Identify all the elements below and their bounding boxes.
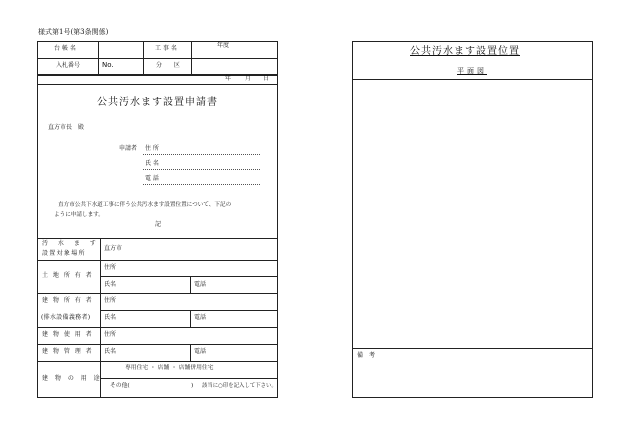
fiscal-year-label: 年度: [217, 42, 230, 49]
applicant-name-label: 氏 名: [145, 160, 159, 167]
building-use-label: 建 物 の 用 途: [42, 375, 103, 382]
land-owner-label: 土 地 所 有 者: [42, 272, 94, 279]
applicant-phone-label: 電 話: [145, 175, 159, 182]
date-day: 日: [263, 75, 270, 82]
land-owner-phone-label: 電話: [194, 281, 207, 288]
section-value-cell[interactable]: [193, 60, 277, 73]
building-manager-label: 建 物 管 理 者: [42, 348, 94, 355]
date-month: 月: [245, 75, 252, 82]
building-owner-phone-label: 電話: [194, 314, 207, 321]
section-label: 分 区: [156, 62, 185, 69]
plan-view-label: 平面図: [457, 67, 487, 75]
addressee: 直方市長 殿: [48, 124, 85, 131]
location-label-2: 設置対象場所: [42, 250, 86, 257]
building-manager-phone-label: 電話: [194, 348, 207, 355]
applicant-address-line[interactable]: [143, 154, 260, 155]
other-close: ): [191, 383, 194, 389]
building-user-label: 建 物 使 用 者: [42, 331, 94, 338]
other-label[interactable]: その他(: [110, 383, 130, 389]
location-value[interactable]: 直方市: [104, 245, 123, 252]
building-user-address-label: 住所: [104, 331, 117, 338]
body-text-line2: ように申請します。: [54, 212, 104, 218]
building-owner-address-label: 住所: [104, 297, 117, 304]
plan-drawing-area[interactable]: [354, 81, 591, 346]
building-owner-label: 建 物 所 有 者: [42, 297, 94, 304]
work-name-label: 工 事 名: [155, 45, 177, 52]
applicant-phone-line[interactable]: [143, 184, 260, 185]
position-title: 公共汚水ます設置位置: [410, 46, 520, 57]
building-manager-name-label: 氏名: [104, 348, 117, 355]
remarks-area[interactable]: [354, 362, 591, 396]
page-title: 公共汚水ます設置申請書: [97, 97, 218, 108]
building-owner-name-label: 氏名: [104, 314, 117, 321]
remarks-label: 備 考: [357, 352, 376, 359]
applicant-label: 申請者: [119, 145, 138, 152]
land-owner-address-label: 住所: [104, 264, 117, 271]
date-year: 年: [225, 75, 232, 82]
land-owner-name-label: 氏名: [104, 281, 117, 288]
applicant-name-line[interactable]: [143, 169, 260, 170]
drainage-obligor-label: (排水設備義務者): [41, 314, 91, 321]
location-label-1: 汚 水 ま す: [42, 240, 100, 247]
bid-number-label: 入札番号: [56, 62, 81, 69]
use-options[interactable]: 専用住宅 ・ 店舗 ・ 店舗併用住宅: [125, 365, 214, 371]
no-label: No.: [102, 61, 114, 69]
use-instruction: 該当に○印を記入して下さい。: [202, 383, 277, 389]
body-text-line1: 直方市公共下水道工事に伴う公共汚水ます設置位置について、下記の: [58, 202, 232, 208]
ledger-label: 台 帳 名: [54, 45, 76, 52]
applicant-address-label: 住 所: [145, 145, 159, 152]
form-number: 様式第1号(第3条関係): [38, 28, 109, 36]
ki-mark: 記: [155, 221, 162, 228]
ledger-value-cell[interactable]: [100, 43, 142, 56]
